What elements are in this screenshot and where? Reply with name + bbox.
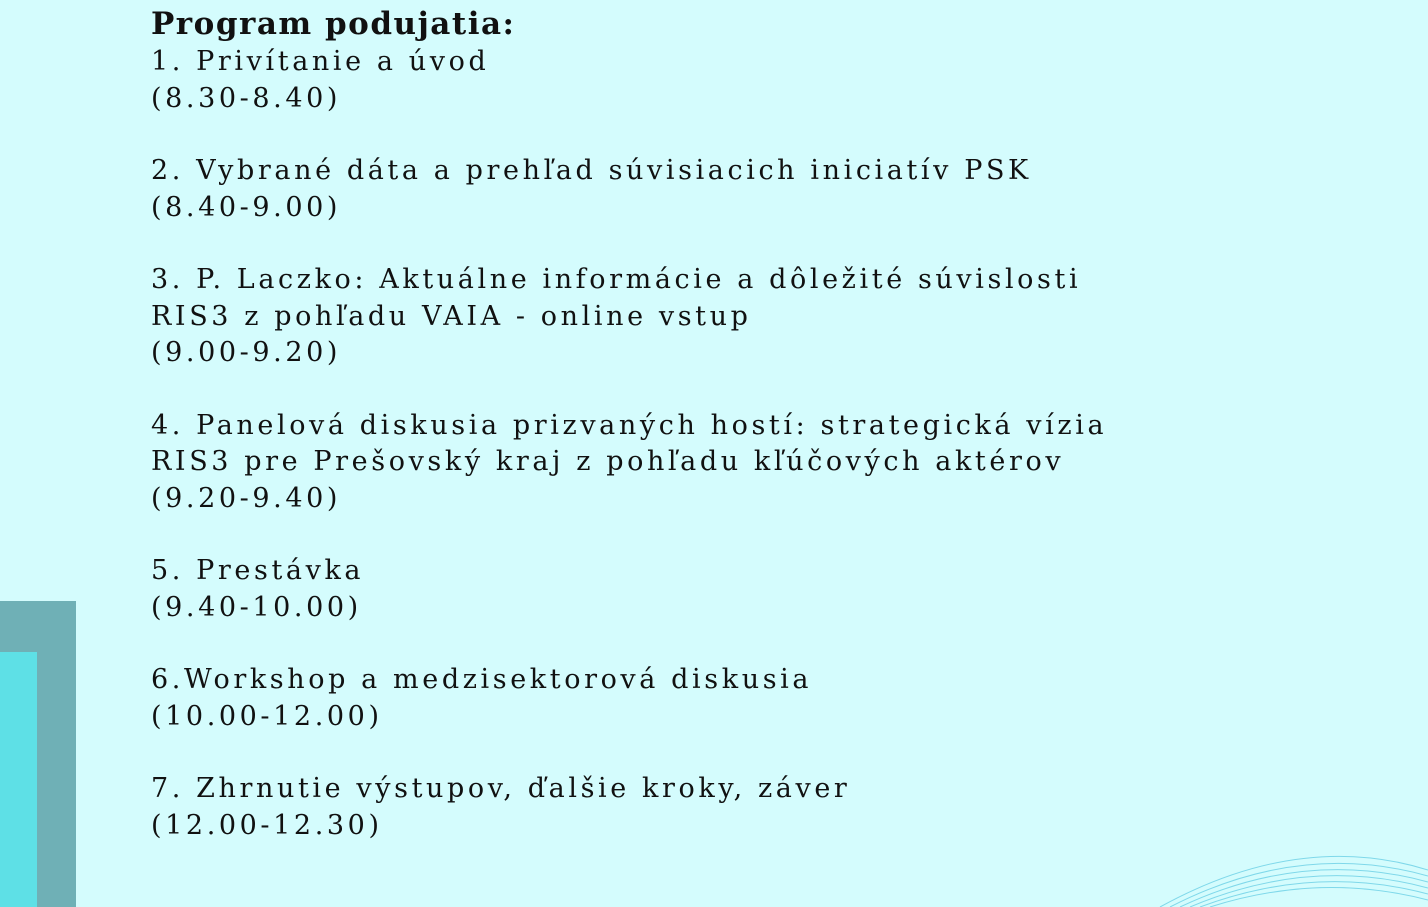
agenda-item-time: (8.30-8.40) — [151, 82, 342, 114]
decorative-bar-inner — [0, 652, 37, 907]
agenda-item-text: 6.Workshop a medzisektorová diskusia — [151, 664, 813, 695]
decorative-arcs — [1150, 840, 1428, 907]
agenda-item — [151, 553, 1151, 626]
agenda-item — [151, 662, 1151, 735]
agenda-item — [151, 262, 1151, 372]
agenda-item-text: 7. Zhrnutie výstupov, ďalšie kroky, záver — [151, 773, 851, 804]
agenda-item-time: (9.40-10.00) — [151, 591, 362, 623]
agenda-item-time: (8.40-9.00) — [151, 191, 342, 223]
agenda-item-time: (10.00-12.00) — [151, 700, 383, 732]
agenda-item-text: RIS3 pre Prešovský kraj z pohľadu kľúčových aktérov — [151, 446, 1065, 477]
agenda-item-time: (9.00-9.20) — [151, 337, 342, 368]
agenda-item-text: 1. Privítanie a úvod — [151, 46, 490, 77]
agenda-item — [151, 771, 1151, 844]
agenda-item-time: (9.20-9.40) — [151, 482, 342, 514]
agenda-item-text: 5. Prestávka — [151, 555, 365, 586]
agenda-item-text: RIS3 z pohľadu VAIA - online vstup — [151, 300, 752, 332]
agenda-item-time: (12.00-12.30) — [151, 809, 383, 841]
agenda-item — [151, 153, 1151, 226]
agenda-item — [151, 44, 1151, 117]
agenda-item-text: 3. P. Laczko: Aktuálne informácie a dôležité súvislosti — [151, 264, 1082, 295]
program-section — [151, 4, 1151, 844]
agenda-item — [151, 408, 1151, 518]
agenda-item-text: 2. Vybrané dáta a prehľad súvisiacich iniciatív PSK — [151, 155, 1032, 186]
program-title: Program podujatia: — [151, 6, 516, 42]
agenda-item-text: 4. Panelová diskusia prizvaných hostí: strategická vízia — [151, 409, 1108, 441]
agenda-list — [151, 44, 1151, 844]
